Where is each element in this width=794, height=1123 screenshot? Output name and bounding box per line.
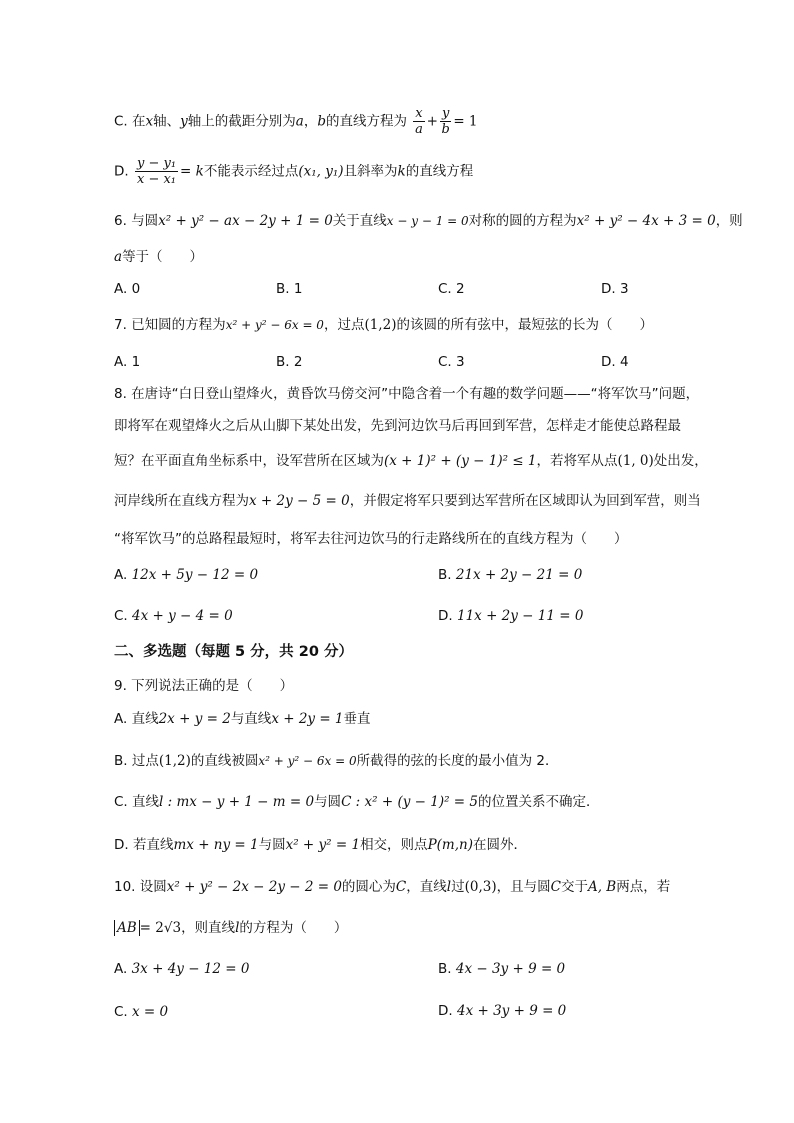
math-point: P(m,n) xyxy=(427,837,473,853)
text: 处出发， xyxy=(653,453,708,469)
q9-stem: 9. 下列说法正确的是（ ） xyxy=(114,678,294,694)
math-var: y xyxy=(180,113,188,130)
text: 两点，若 xyxy=(616,879,671,895)
math-expression: x² + y² − 4x + 3 = 0 xyxy=(576,213,716,229)
option-label: B. xyxy=(114,753,128,769)
section-heading: 二、多选题（每题 5 分，共 20 分） xyxy=(114,644,353,660)
text: ，且与圆 xyxy=(496,879,551,895)
math-expression: 4x + y − 4 = 0 xyxy=(132,608,233,624)
q8-stem-line4 xyxy=(114,490,734,512)
option-label: C. xyxy=(114,608,128,624)
q5-option-d xyxy=(114,156,734,187)
text: 过 xyxy=(451,879,465,895)
q8-option-c xyxy=(114,605,233,627)
text: ， xyxy=(303,113,318,130)
math-expression: 21x + 2y − 21 = 0 xyxy=(455,567,583,583)
q10-option-d xyxy=(438,1000,566,1022)
fraction-denominator: a xyxy=(415,122,423,137)
option-label: C. xyxy=(114,794,128,810)
fraction-x-over-a xyxy=(413,106,424,137)
question-number: 7. xyxy=(114,317,127,333)
q7-option-b: B. 2 xyxy=(276,354,303,370)
text: 与直线 xyxy=(230,711,272,727)
math-var: A, B xyxy=(587,879,617,895)
text: 不能表示经过点 xyxy=(203,163,299,180)
math-expression: 12x + 5y − 12 = 0 xyxy=(131,567,259,583)
math-expression: = k xyxy=(180,163,204,180)
q9-option-c xyxy=(114,791,734,813)
math-expression: x² + y² − ax − 2y + 1 = 0 xyxy=(158,213,333,229)
q6-stem-line2 xyxy=(114,246,734,268)
text: 的直线方程为 xyxy=(326,113,407,130)
text: 在 xyxy=(132,113,146,130)
text: 在圆外． xyxy=(472,837,527,853)
math-var: l xyxy=(446,879,452,895)
math-var: l xyxy=(235,920,240,936)
option-label: B. xyxy=(438,567,452,583)
text: 等于（ ） xyxy=(122,249,204,265)
math-expression: mx + ny = 1 xyxy=(173,837,259,853)
text: ，则 xyxy=(715,213,743,229)
math-var: C xyxy=(550,879,561,895)
math-expression: x² + y² = 1 xyxy=(285,837,361,853)
fraction-y-over-b xyxy=(440,106,451,137)
q9-option-b xyxy=(114,750,734,772)
text: 轴、 xyxy=(153,113,181,130)
math-expression: 3x + 4y − 12 = 0 xyxy=(131,961,250,977)
q7-option-a: A. 1 xyxy=(114,354,141,370)
text: 直线 xyxy=(132,794,160,810)
q9-option-a xyxy=(114,708,734,730)
text: 与圆 xyxy=(314,794,342,810)
math-expression: x² + y² − 2x − 2y − 2 = 0 xyxy=(166,879,342,895)
option-label: D. xyxy=(114,837,129,853)
q8-stem-line5: “将军饮马”的总路程最短时，将军去往河边饮马的行走路线所在的直线方程为（ ） xyxy=(114,531,628,547)
text: 对称的圆的方程为 xyxy=(468,213,577,229)
q7-option-c: C. 3 xyxy=(438,354,465,370)
fraction-numerator: x xyxy=(415,106,423,121)
q7-option-d: D. 4 xyxy=(601,354,629,370)
math-var: a xyxy=(114,249,123,265)
math-expression: x² + y² − 6x = 0 xyxy=(225,318,324,332)
option-label: A. xyxy=(114,961,128,977)
math-expression: 2x + y = 2 xyxy=(158,711,231,727)
text: 若直线 xyxy=(132,837,174,853)
math-expression: (x + 1)² + (y − 1)² ≤ 1 xyxy=(384,453,537,469)
text: 短？在平面直角坐标系中，设军营所在区域为 xyxy=(114,453,384,469)
math-point: (1,2) xyxy=(364,317,397,333)
question-number: 10. xyxy=(114,879,136,895)
text: 与圆 xyxy=(258,837,286,853)
q8-option-b xyxy=(438,564,582,586)
text: 交于 xyxy=(560,879,588,895)
q6-stem-line1 xyxy=(114,210,743,232)
q10-option-a xyxy=(114,958,249,980)
text: ，并假定将军只要到达军营所在区域即认为回到军营，则当 xyxy=(349,493,701,509)
math-expression: l : mx − y + 1 − m = 0 xyxy=(159,794,315,810)
fraction-slope xyxy=(135,156,178,187)
math-expression: x² + y² − 6x = 0 xyxy=(258,754,357,768)
option-label: D. xyxy=(438,608,453,624)
text: 的位置关系不确定． xyxy=(477,794,600,810)
math-expression: = 2√3 xyxy=(139,920,182,936)
math-expression: x = 0 xyxy=(132,1004,169,1020)
text: 相交，则点 xyxy=(360,837,428,853)
option-label: B. xyxy=(438,961,452,977)
q6-option-d: D. 3 xyxy=(601,281,629,297)
q10-option-c xyxy=(114,1001,168,1023)
q6-option-a: A. 0 xyxy=(114,281,141,297)
text: 河岸线所在直线方程为 xyxy=(114,493,249,509)
fraction-numerator: y − y₁ xyxy=(136,156,177,171)
math-operator: + xyxy=(426,113,438,130)
q8-option-a xyxy=(114,564,258,586)
q5-option-c xyxy=(114,106,734,137)
option-label: C. xyxy=(114,113,128,130)
option-label: C. xyxy=(114,1004,128,1020)
text: 过点 xyxy=(131,753,159,769)
q9-option-d xyxy=(114,834,734,856)
text: ，则直线 xyxy=(181,920,236,936)
text: 已知圆的方程为 xyxy=(131,317,226,333)
q6-option-c: C. 2 xyxy=(438,281,465,297)
q6-option-b: B. 1 xyxy=(276,281,303,297)
text: 垂直 xyxy=(343,711,371,727)
question-number: 6. xyxy=(114,213,127,229)
option-label: D. xyxy=(438,1003,453,1019)
math-var: a xyxy=(295,113,304,130)
text: 的圆心为 xyxy=(341,879,396,895)
math-var: b xyxy=(317,113,326,130)
text: 轴上的截距分别为 xyxy=(187,113,296,130)
text: 与圆 xyxy=(131,213,159,229)
math-expression: C : x² + (y − 1)² = 5 xyxy=(341,794,478,810)
text: 直线 xyxy=(131,711,159,727)
q7-stem xyxy=(114,314,734,336)
q8-stem-line2: 即将军在观望烽火之后从山脚下某处出发，先到河边饮马后再回到军营，怎样走才能使总路程最 xyxy=(114,418,681,434)
math-expression: 4x − 3y + 9 = 0 xyxy=(455,961,566,977)
text: 的直线方程 xyxy=(405,163,474,180)
q10-option-b xyxy=(438,958,565,980)
math-var: k xyxy=(397,163,406,180)
fraction-denominator: b xyxy=(441,122,450,137)
math-point: (0,3) xyxy=(464,879,497,895)
option-label: A. xyxy=(114,567,128,583)
math-expression: x − y − 1 = 0 xyxy=(386,214,469,228)
q10-stem-line2 xyxy=(114,917,734,939)
q8-option-d xyxy=(438,605,583,627)
q8-stem-line1: 8. 在唐诗“白日登山望烽火，黄昏饮马傍交河”中隐含着一个有趣的数学问题——“将军饮马”问题， xyxy=(114,386,700,402)
math-expression: x + 2y − 5 = 0 xyxy=(249,493,350,509)
math-point: (1, 0) xyxy=(617,453,654,469)
fraction-numerator: y xyxy=(441,106,450,121)
math-var: x xyxy=(145,113,154,130)
fraction-denominator: x − x₁ xyxy=(136,172,177,187)
text: 且斜率为 xyxy=(343,163,398,180)
math-expression: x + 2y = 1 xyxy=(271,711,344,727)
q10-stem-line1 xyxy=(114,876,734,898)
text: 关于直线 xyxy=(332,213,387,229)
math-expression: 11x + 2y − 11 = 0 xyxy=(456,608,584,624)
text: ，若将军从点 xyxy=(536,453,618,469)
text: 所截得的弦的长度的最小值为 2． xyxy=(356,753,559,769)
math-expression: = 1 xyxy=(453,113,478,130)
q8-stem-line3 xyxy=(114,450,734,472)
option-label: A. xyxy=(114,711,128,727)
math-point: (1,2) xyxy=(158,753,191,769)
text: ，过点 xyxy=(323,317,365,333)
text: 设圆 xyxy=(139,879,167,895)
option-label: D. xyxy=(114,163,129,180)
text: 的方程为（ ） xyxy=(239,920,348,936)
math-absolute: AB xyxy=(114,920,140,936)
math-var: C xyxy=(395,879,407,895)
math-point: (x₁, y₁) xyxy=(298,163,344,180)
text: 的该圆的所有弦中，最短弦的长为（ ） xyxy=(396,317,653,333)
math-expression: 4x + 3y + 9 = 0 xyxy=(456,1003,567,1019)
text: ，直线 xyxy=(406,879,447,895)
text: 的直线被圆 xyxy=(190,753,259,769)
